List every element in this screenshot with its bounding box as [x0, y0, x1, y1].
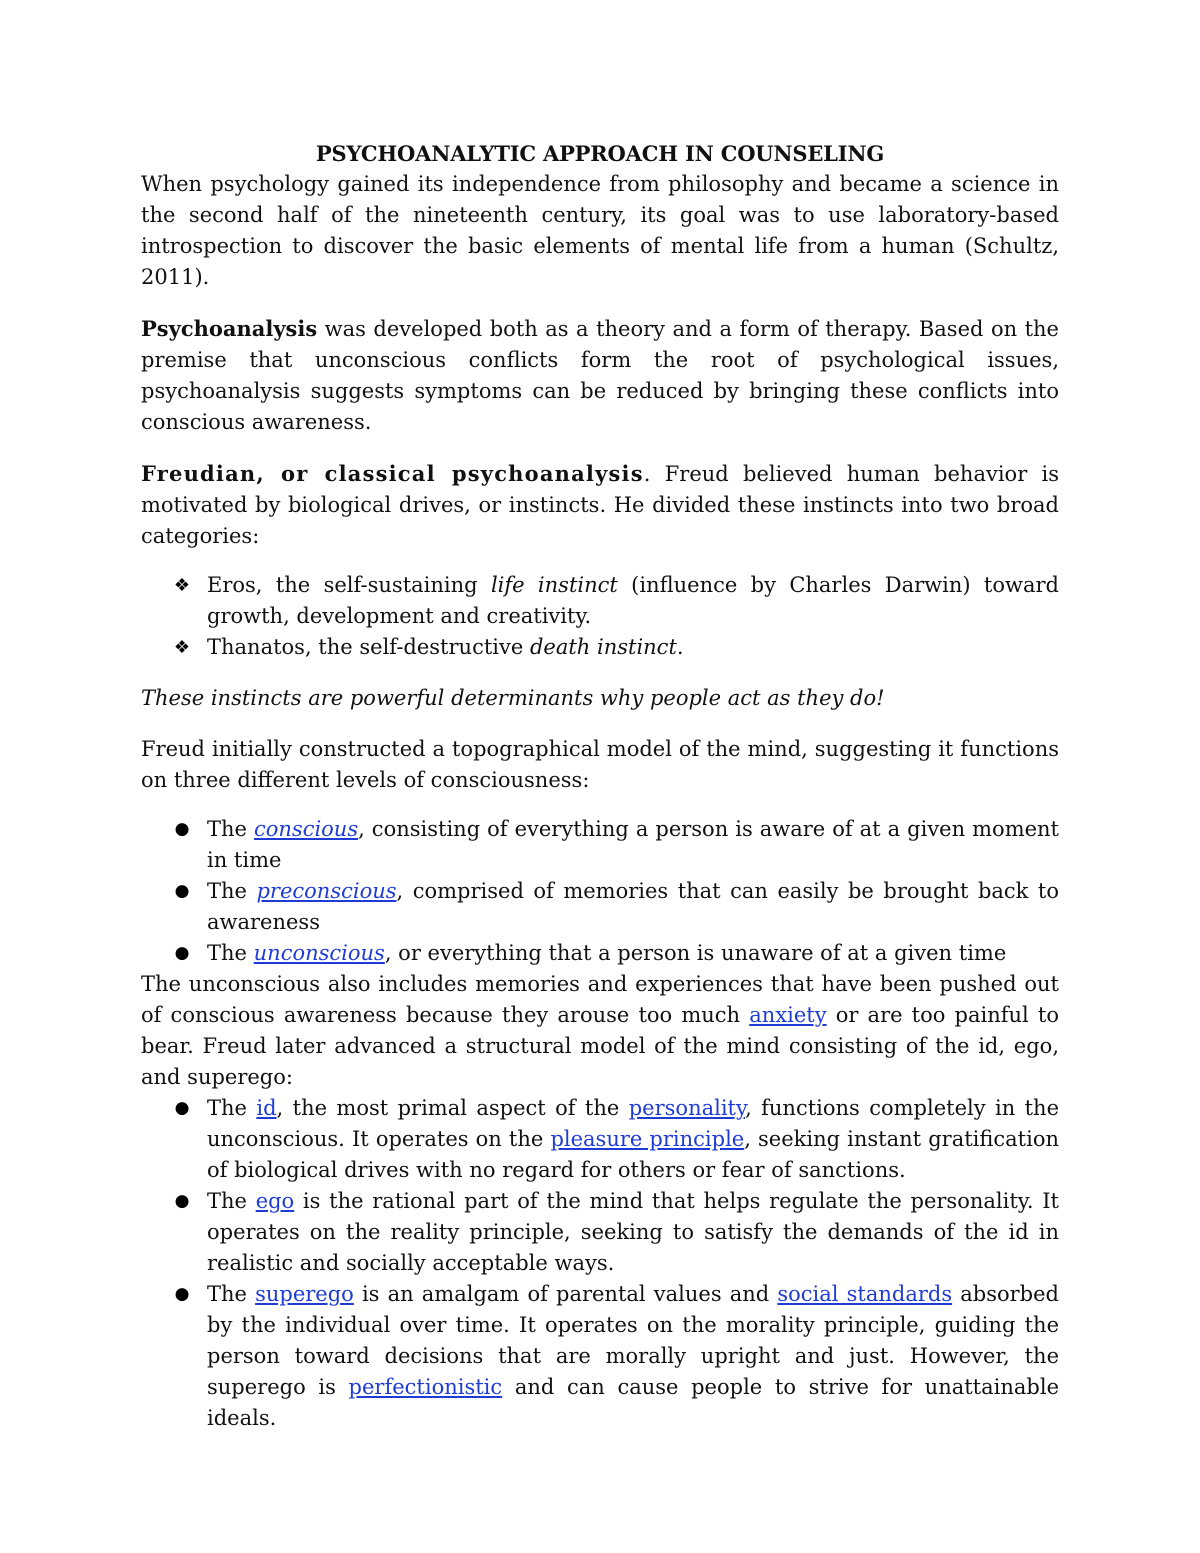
dot-bullet-icon: ●: [174, 819, 190, 839]
freudian-text: . Freud believed human behavior is motivated by biological drives, or instincts. He divided these instincts into two broad categories:: [141, 462, 1060, 548]
social-standards-link[interactable]: social standards: [777, 1282, 953, 1306]
preconscious-link[interactable]: preconscious: [256, 879, 397, 903]
anxiety-link[interactable]: anxiety: [749, 1003, 827, 1027]
instinct-list: [141, 570, 1059, 663]
ego-link[interactable]: ego: [255, 1189, 295, 1213]
dot-bullet-icon: ●: [174, 943, 190, 963]
death-instinct-term: death instinct: [529, 635, 677, 659]
unconscious-link[interactable]: unconscious: [253, 941, 385, 965]
psychoanalysis-text: was developed both as a theory and a form of therapy. Based on the premise that unconscious conflicts form the root of psychological issues, psychoanalysis suggests symptoms can be reduced by bringing these conflicts into conscious awareness.: [141, 317, 1059, 434]
dot-bullet-icon: ●: [174, 1284, 190, 1304]
intro-paragraph: When psychology gained its independence from philosophy and became a science in the second half of the nineteenth century, its goal was to use laboratory-based introspection to discover the basic elements of mental life from a human (Schultz, 2011).: [141, 172, 1059, 289]
pleasure-principle-link[interactable]: pleasure principle: [550, 1127, 745, 1151]
psychoanalysis-paragraph: [141, 313, 1059, 438]
emphasis-statement: These instincts are powerful determinants why people act as they do!: [141, 686, 885, 710]
list-item-ego: ● The ego is the rational part of the mind that helps regulate the personality. It operates on the reality principle, seeking to satisfy the demands of the id in realistic and socially acceptable ways.: [141, 1186, 1059, 1279]
document-title: PSYCHOANALYTIC APPROACH IN COUNSELING: [315, 141, 885, 166]
diamond-bullet-icon: ❖: [173, 637, 191, 658]
conscious-link[interactable]: conscious: [253, 817, 359, 841]
perfectionistic-link[interactable]: perfectionistic: [348, 1375, 503, 1399]
topographical-intro: Freud initially constructed a topographical model of the mind, suggesting it functions on three different levels of consciousness:: [141, 737, 1059, 792]
unconscious-paragraph: The unconscious also includes memories and experiences that have been pushed out of conscious awareness because they arouse too much anxiety or are too painful to bear. Freud later advanced a structural model of the mind consisting of the id, ego, and superego:: [141, 972, 1060, 1089]
dot-bullet-icon: ●: [174, 1191, 190, 1211]
list-item-conscious: ● The conscious, consisting of everything a person is aware of at a given moment in time: [141, 814, 1059, 876]
consciousness-levels-list: [141, 814, 1059, 969]
list-item-preconscious: ● The preconscious, comprised of memories that can easily be brought back to awareness: [141, 876, 1059, 938]
id-link[interactable]: id: [256, 1096, 277, 1120]
list-item-thanatos: ❖ Thanatos, the self-destructive death instinct.: [141, 632, 1059, 663]
diamond-bullet-icon: ❖: [173, 575, 191, 596]
list-item-superego: ● The superego is an amalgam of parental values and social standards absorbed by the individual over time. It operates on the morality principle, guiding the person toward decisions that are morally upright and just. However, the superego is perfectionistic and can cause people to strive for unattainable ideals.: [141, 1279, 1059, 1434]
document-page: [141, 138, 1059, 1434]
superego-link[interactable]: superego: [255, 1282, 354, 1306]
structural-model-list: [141, 1093, 1059, 1434]
personality-link[interactable]: personality: [628, 1096, 746, 1120]
freudian-term: Freudian, or classical psychoanalysis: [141, 461, 644, 486]
dot-bullet-icon: ●: [174, 1098, 190, 1118]
dot-bullet-icon: ●: [174, 881, 190, 901]
list-item-eros: ❖ Eros, the self-sustaining life instinct (influence by Charles Darwin) toward growth, development and creativity.: [141, 570, 1059, 632]
list-item-unconscious: ● The unconscious, or everything that a person is unaware of at a given time: [141, 938, 1059, 969]
psychoanalysis-term: Psychoanalysis: [141, 316, 318, 341]
life-instinct-term: life instinct: [490, 573, 618, 597]
list-item-id: ● The id, the most primal aspect of the personality, functions completely in the unconscious. It operates on the pleasure principle, seeking instant gratification of biological drives with no regard for others or fear of sanctions.: [141, 1093, 1059, 1186]
freudian-paragraph: [141, 458, 1059, 552]
